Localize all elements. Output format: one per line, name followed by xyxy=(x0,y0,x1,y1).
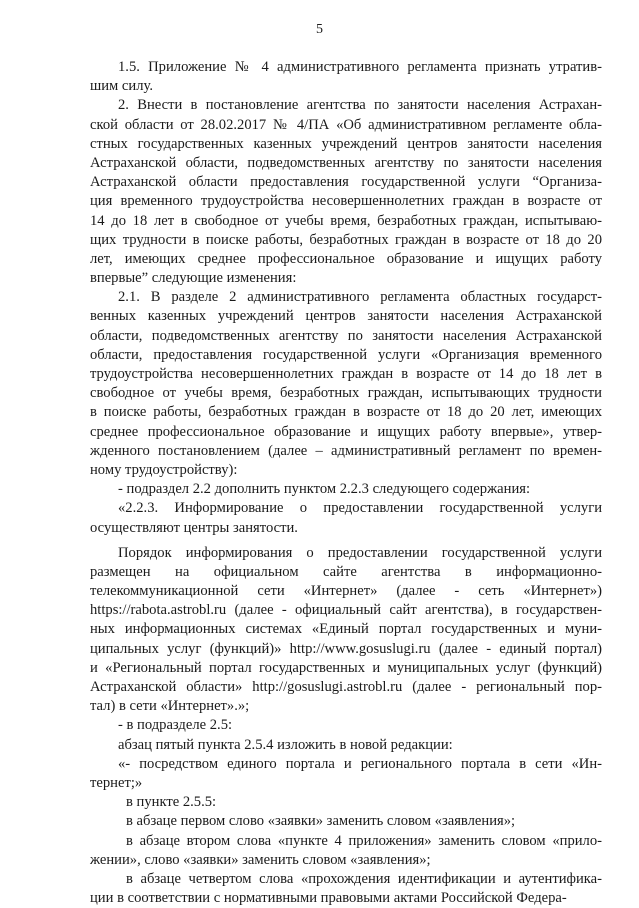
text-line: щих трудности в поиске работы, безработных граждан в возрасте от 18 до 20 xyxy=(90,231,602,248)
text-line: https://rabota.astrobl.ru (далее - официальный сайт агентства), в государствен- xyxy=(90,602,602,619)
text-line: Астраханской области» http://gosuslugi.astrobl.ru (далее - региональный пор- xyxy=(90,679,602,695)
text-line: свободное от учебы время, безработных граждан, испытывающих трудности xyxy=(90,385,602,402)
text-line: жденного постановлением (далее – административный регламент по времен- xyxy=(90,442,602,459)
text-line: в абзаце первом слово «заявки» заменить словом «заявления»; xyxy=(126,813,516,830)
text-line: - в подразделе 2.5: xyxy=(118,717,233,734)
text-line: в пункте 2.5.5: xyxy=(126,794,217,811)
text-line: шим силу. xyxy=(90,78,153,95)
text-line: телекоммуникационной сети «Интернет» (далее - сеть «Интернет») xyxy=(90,583,602,600)
text-line: ции в соответствии с нормативными правовыми актами Российской Федера- xyxy=(90,890,567,907)
text-line: ской области от 28.02.2017 № 4/ПА «Об административном регламенте обла- xyxy=(90,116,602,133)
text-line: - подраздел 2.2 дополнить пунктом 2.2.3 следующего содержания: xyxy=(118,481,531,498)
text-line: области, предоставления государственной услуги «Организация временного xyxy=(90,346,602,363)
text-line: тал) в сети «Интернет».»; xyxy=(90,698,250,715)
text-line: осуществляют центры занятости. xyxy=(90,519,298,536)
text-line: тернет;» xyxy=(90,774,143,791)
text-line: стных государственных казенных учреждений центров занятости населения xyxy=(90,135,602,152)
text-line: абзац пятый пункта 2.5.4 изложить в новой редакции: xyxy=(118,736,453,753)
text-line: и «Региональный портал государственных и муниципальных услуг (функций) xyxy=(90,659,602,676)
text-line: в абзаце четвертом слова «прохождения идентификации и аутентифика- xyxy=(126,870,602,887)
text-line: Астраханской области, подведомственных агентству по занятости населения xyxy=(90,154,602,171)
text-line: среднее профессиональное образование и ищущих работу впервые», утвер- xyxy=(90,423,602,440)
text-line: трудоустройства несовершеннолетних граждан в возрасте от 14 до 18 лет в xyxy=(90,366,602,382)
page-number: 5 xyxy=(316,22,323,37)
text-line: ципальных услуг (функций)» http://www.gosuslugi.ru (далее - единый портал) xyxy=(90,640,602,657)
text-line: ному трудоустройству): xyxy=(90,461,238,478)
text-line: впервые” следующие изменения: xyxy=(90,270,297,287)
text-line: «2.2.3. Информирование о предоставлении государственной услуги xyxy=(118,500,602,517)
text-line: лет, имеющих среднее профессиональное образование и ищущих работу xyxy=(90,250,602,267)
text-line: 1.5. Приложение № 4 административного регламента признать утратив- xyxy=(118,59,602,75)
text-line: 2.1. В разделе 2 административного регламента областных государст- xyxy=(118,289,602,306)
text-line: ция временного трудоустройства несовершеннолетних граждан в возрасте от xyxy=(90,193,602,210)
text-line: ных информационных системах «Единый портал государственных и муни- xyxy=(90,621,602,638)
text-line: размещен на официальном сайте агентства в информационно- xyxy=(90,563,602,580)
text-line: 2. Внести в постановление агентства по занятости населения Астрахан- xyxy=(118,97,602,114)
text-line: области, подведомственных агентству по занятости населения Астраханской xyxy=(90,327,602,344)
text-line: «- посредством единого портала и регионального портала в сети «Ин- xyxy=(118,755,602,772)
text-line: Порядок информирования о предоставлении государственной услуги xyxy=(118,544,602,561)
text-line: в абзаце втором слова «пункте 4 приложения» заменить словом «прило- xyxy=(126,832,602,849)
text-line: жении», слово «заявки» заменить словом «заявления»; xyxy=(90,851,431,868)
text-line: Астраханской области предоставления государственной услуги “Организа- xyxy=(90,174,602,191)
text-line: 14 до 18 лет в свободное от учебы время, безработных граждан, испытываю- xyxy=(90,212,602,229)
text-line: венных казенных учреждений центров занятости населения Астраханской xyxy=(90,308,602,325)
text-line: в поиске работы, безработных граждан в возрасте от 18 до 20 лет, имеющих xyxy=(90,404,602,421)
document-body xyxy=(90,58,602,908)
